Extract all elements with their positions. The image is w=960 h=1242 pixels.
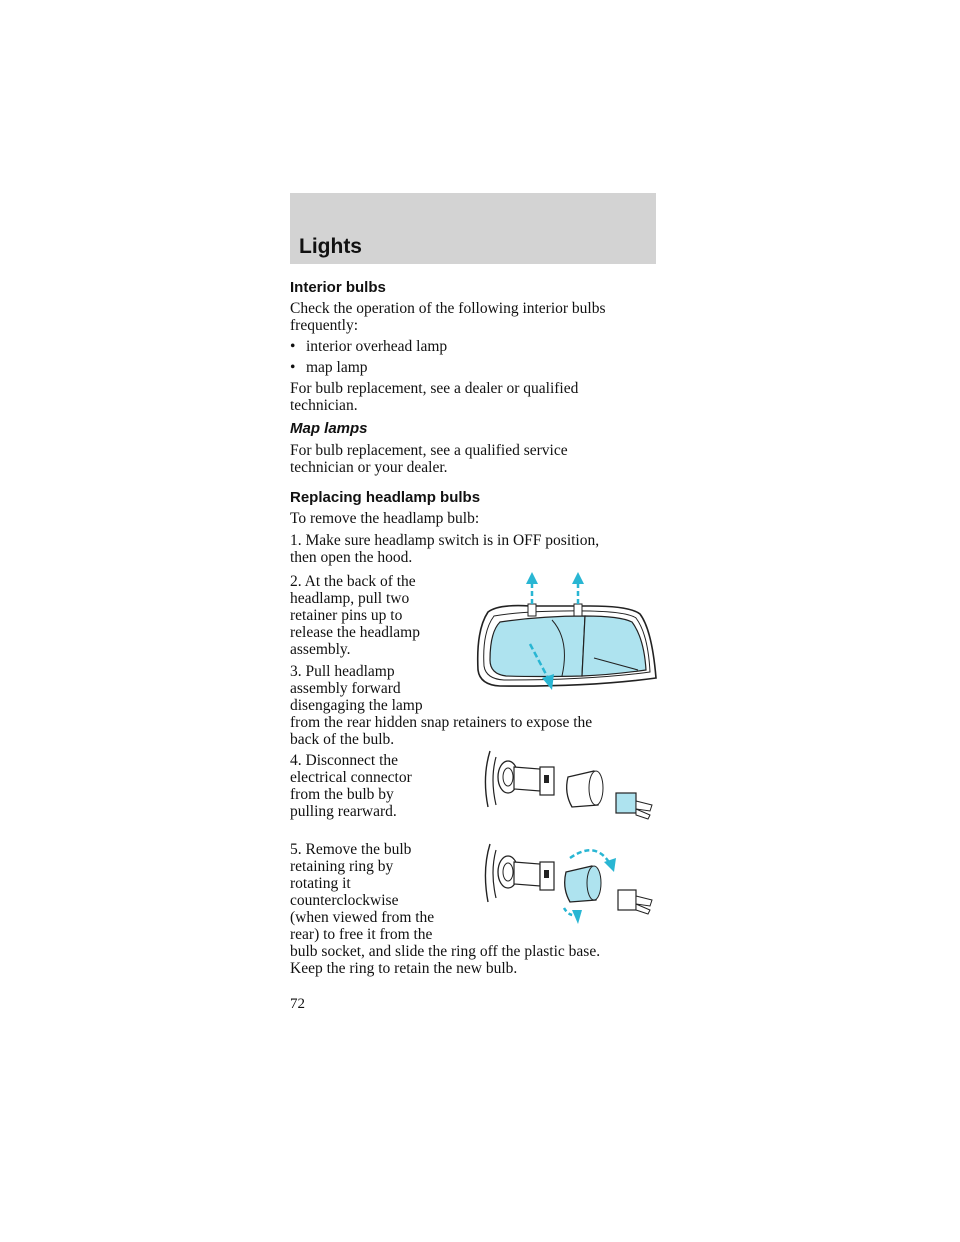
heading-map-lamps: Map lamps	[290, 420, 368, 437]
step-3-line: 3. Pull headlamp	[290, 663, 395, 680]
step-3-line: disengaging the lamp	[290, 697, 423, 714]
step-5-line: rear) to free it from the	[290, 926, 433, 943]
step-5-line: counterclockwise	[290, 892, 399, 909]
step-5-line: bulb socket, and slide the ring off the plastic base.	[290, 943, 601, 960]
interior-intro-line-1: Check the operation of the following interior bulbs	[290, 300, 606, 317]
step-1-line-2: then open the hood.	[290, 549, 413, 566]
page-title: Lights	[299, 235, 362, 258]
step-3-line: from the rear hidden snap retainers to expose the	[290, 714, 593, 731]
map-lamps-text-line-1: For bulb replacement, see a qualified service	[290, 442, 568, 459]
list-item: • interior overhead lamp	[290, 338, 448, 355]
step-2-line: 2. At the back of the	[290, 573, 416, 590]
step-5-line: 5. Remove the bulb	[290, 841, 412, 858]
step-5-line: rotating it	[290, 875, 351, 892]
step-2-line: retainer pins up to	[290, 607, 403, 624]
map-lamps-text-line-2: technician or your dealer.	[290, 459, 448, 476]
page-number: 72	[290, 996, 305, 1012]
headlamp-assembly-illustration	[470, 570, 665, 695]
step-3-line: assembly forward	[290, 680, 401, 697]
step-1-line-1: 1. Make sure headlamp switch is in OFF position,	[290, 532, 600, 549]
step-4-line: electrical connector	[290, 769, 412, 786]
interior-note-line-1: For bulb replacement, see a dealer or qualified	[290, 380, 579, 397]
heading-interior-bulbs: Interior bulbs	[290, 279, 386, 296]
step-3-line: back of the bulb.	[290, 731, 395, 748]
step-2-line: assembly.	[290, 641, 351, 658]
step-4-line: pulling rearward.	[290, 803, 397, 820]
list-item: • map lamp	[290, 359, 368, 376]
step-4-line: 4. Disconnect the	[290, 752, 399, 769]
heading-replacing-headlamp-bulbs: Replacing headlamp bulbs	[290, 489, 481, 506]
retaining-ring-illustration	[478, 838, 658, 928]
bulb-connector-illustration	[478, 747, 658, 832]
interior-intro-line-2: frequently:	[290, 317, 359, 334]
step-5-line: Keep the ring to retain the new bulb.	[290, 960, 518, 977]
step-5-line: retaining ring by	[290, 858, 394, 875]
interior-note-line-2: technician.	[290, 397, 358, 414]
headlamp-intro: To remove the headlamp bulb:	[290, 510, 480, 527]
step-5-line: (when viewed from the	[290, 909, 435, 926]
step-2-line: release the headlamp	[290, 624, 420, 641]
step-2-line: headlamp, pull two	[290, 590, 410, 607]
step-4-line: from the bulb by	[290, 786, 394, 803]
